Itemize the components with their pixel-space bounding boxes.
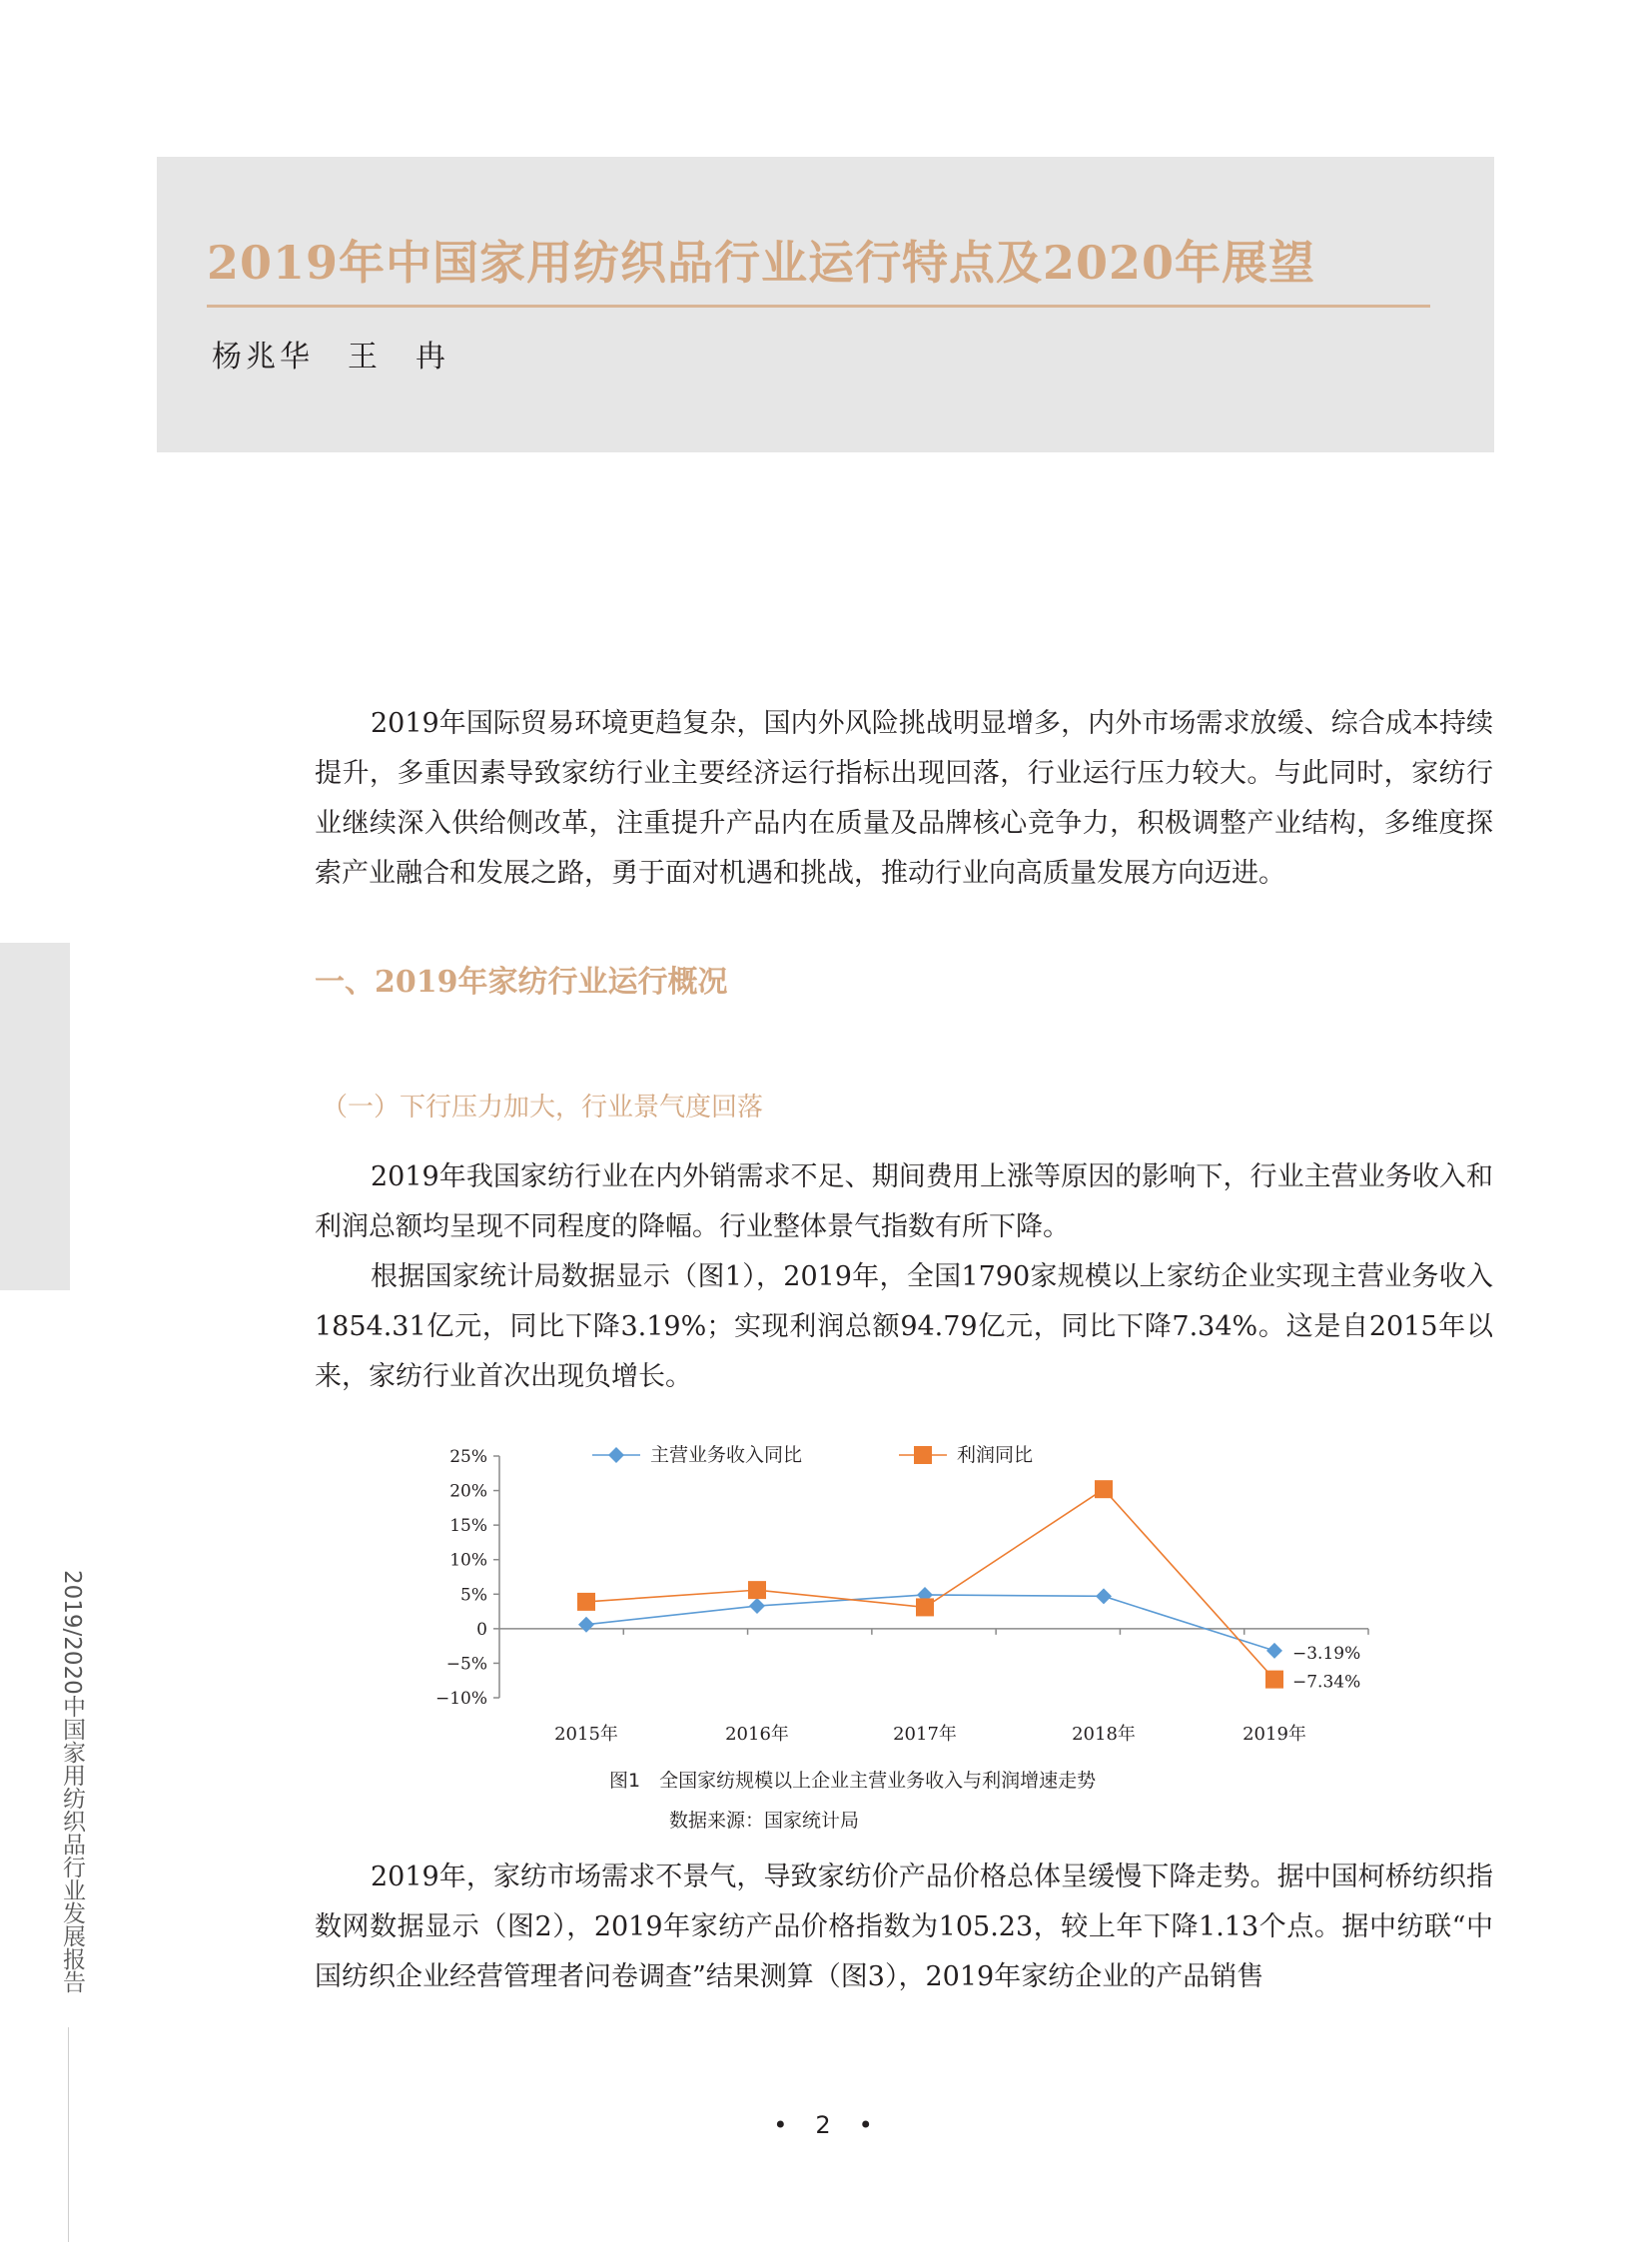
- growth-line-chart: [429, 1428, 1398, 1748]
- figure-caption: 图1 全国家纺规模以上企业主营业务收入与利润增速走势: [609, 1770, 1097, 1792]
- running-book-title: 2019/2020中国家用纺织品行业发展报告: [59, 1570, 85, 1993]
- y-tick-label: 25%: [449, 1447, 487, 1467]
- y-tick-label: 0: [476, 1619, 487, 1640]
- body-paragraph-1: 2019年我国家纺行业在内外销需求不足、期间费用上涨等原因的影响下，行业主营业务收入和利润总额均呈现不同程度的降幅。行业整体景气指数有所下降。: [315, 1161, 1493, 1242]
- body-paragraph-2: 根据国家统计局数据显示（图1），2019年，全国1790家规模以上家纺企业实现主营业务收入1854.31亿元，同比下降3.19%；实现利润总额94.79亿元，同比下降7.34%。这是自2015年以来，家纺行业首次出现负增长。: [315, 1261, 1493, 1392]
- profit-point: [1265, 1671, 1283, 1689]
- profit-point: [916, 1598, 934, 1616]
- profit-point: [1095, 1480, 1113, 1498]
- profit-point: [748, 1581, 766, 1599]
- y-tick-label: 20%: [449, 1481, 487, 1502]
- x-tick-label: 2016年: [725, 1724, 789, 1745]
- profit-point: [577, 1593, 595, 1611]
- title-block: [157, 157, 1494, 452]
- x-tick-label: 2015年: [554, 1724, 618, 1745]
- section-heading: 一、2019年家纺行业运行概况: [315, 965, 728, 1000]
- y-tick-label: 15%: [449, 1516, 487, 1537]
- x-tick-label: 2018年: [1072, 1724, 1136, 1745]
- y-tick-label: −5%: [445, 1654, 487, 1675]
- y-tick-label: −10%: [434, 1689, 487, 1709]
- side-rule: [68, 2027, 69, 2242]
- subsection-heading: （一）下行压力加大，行业景气度回落: [322, 1093, 764, 1122]
- body-paragraph-3: 2019年，家纺市场需求不景气，导致家纺价产品价格总体呈缓慢下降走势。据中国柯桥纺织指数网数据显示（图2），2019年家纺产品价格指数为105.23，较上年下降1.13个点。据中纺联“中国纺织企业经营管理者问卷调查”结果测算（图3），2019年家纺企业的产品销售: [315, 1862, 1493, 1992]
- revenue-point: [1266, 1643, 1282, 1659]
- side-tab: [0, 943, 70, 1290]
- figure-source: 数据来源：国家统计局: [669, 1810, 860, 1832]
- authors: 杨兆华 王 冉: [212, 340, 449, 374]
- revenue-point: [578, 1617, 594, 1633]
- title-divider: [207, 305, 1430, 308]
- legend-marker: [914, 1446, 932, 1464]
- legend-label: 利润同比: [957, 1444, 1034, 1466]
- intro-paragraph: 2019年国际贸易环境更趋复杂，国内外风险挑战明显增多，内外市场需求放缓、综合成本持续提升，多重因素导致家纺行业主要经济运行指标出现回落，行业运行压力较大。与此同时，家纺行业继续深入供给侧改革，注重提升产品内在质量及品牌核心竞争力，积极调整产业结构，多维度探索产业融合和发展之路，勇于面对机遇和挑战，推动行业向高质量发展方向迈进。: [315, 708, 1493, 889]
- end-value-label: −7.34%: [1292, 1672, 1361, 1693]
- y-tick-label: 5%: [460, 1585, 487, 1606]
- page-title: 2019年中国家用纺织品行业运行特点及2020年展望: [207, 236, 1316, 290]
- y-tick-label: 10%: [449, 1550, 487, 1571]
- revenue-point: [749, 1598, 765, 1614]
- series-line-2: [586, 1489, 1274, 1679]
- legend-label: 主营业务收入同比: [650, 1444, 803, 1466]
- legend-marker: [608, 1447, 624, 1463]
- revenue-point: [1096, 1588, 1112, 1604]
- page-number: • 2 •: [773, 2111, 875, 2139]
- x-tick-label: 2019年: [1242, 1724, 1306, 1745]
- x-tick-label: 2017年: [893, 1724, 957, 1745]
- end-value-label: −3.19%: [1292, 1643, 1361, 1664]
